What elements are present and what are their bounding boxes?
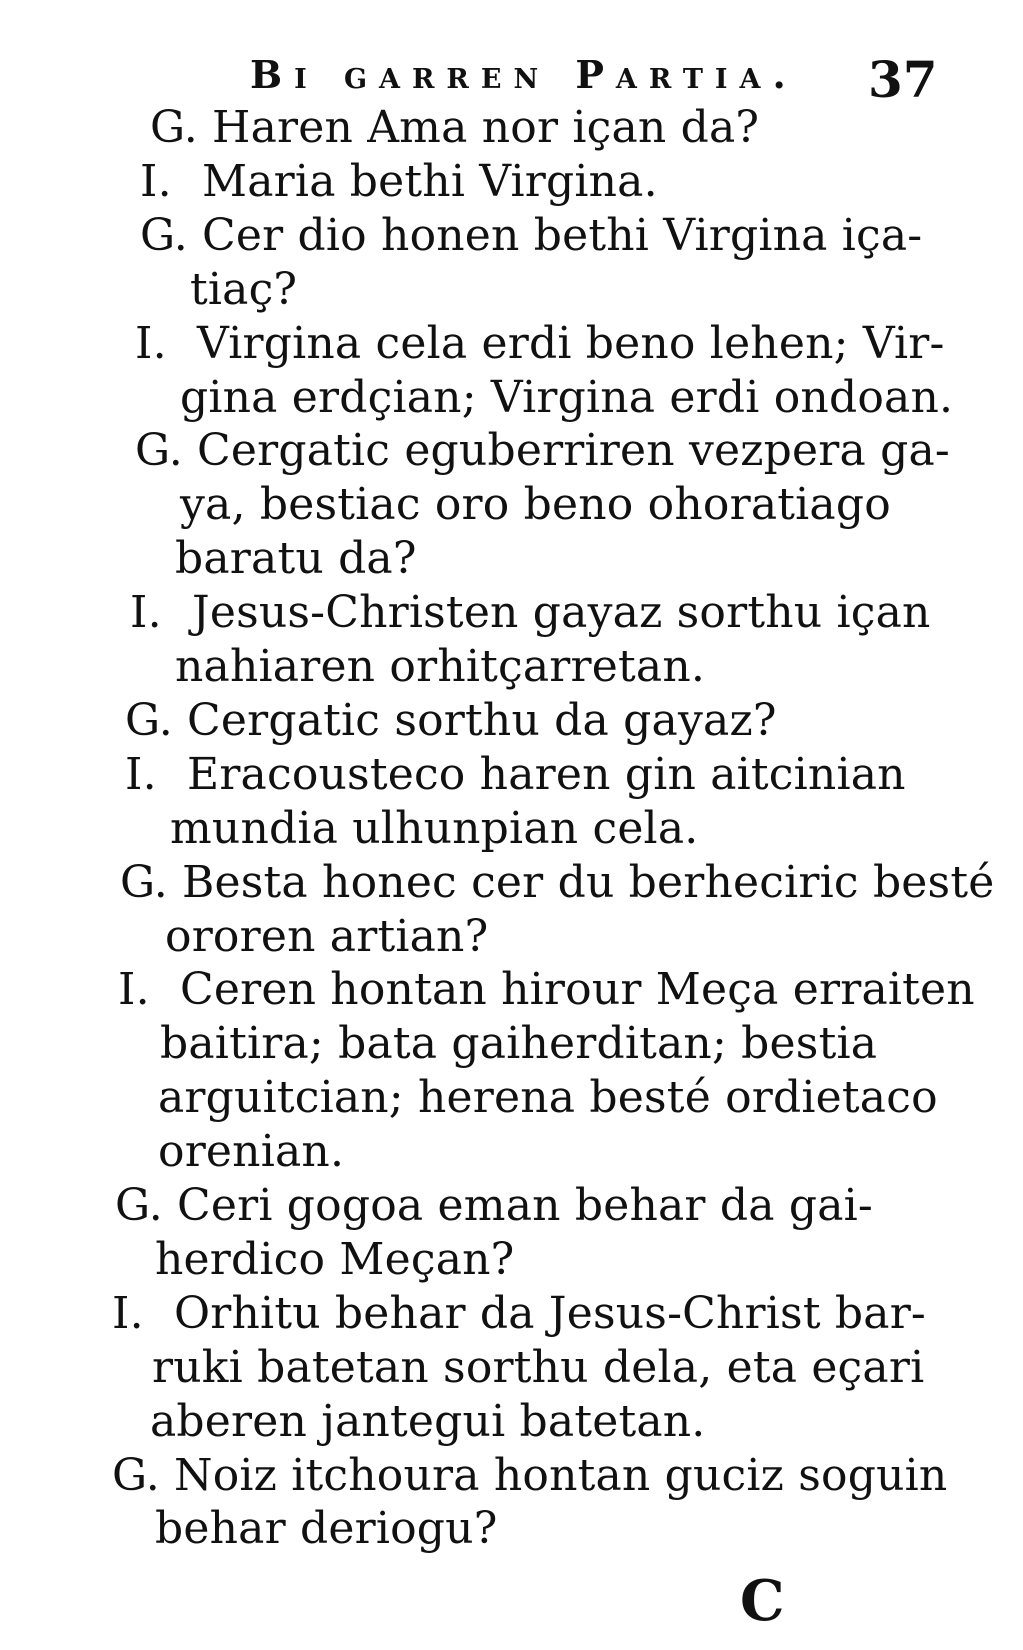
- text-line: [112, 1448, 947, 1504]
- speaker-label: I.: [140, 155, 172, 207]
- line-text: Cer dio honen bethi Virgina iça-: [202, 209, 923, 261]
- speaker-label: I.: [135, 317, 167, 369]
- text-line: [115, 1178, 873, 1234]
- text-line: [158, 1124, 344, 1180]
- text-line: [175, 639, 705, 695]
- text-line: [150, 1394, 706, 1450]
- line-text: Haren Ama nor içan da?: [212, 102, 760, 153]
- speaker-label: G.: [120, 856, 168, 908]
- line-text: Virgina cela erdi beno lehen; Vir-: [197, 317, 945, 369]
- text-line: [150, 100, 759, 156]
- speaker-label: G.: [140, 209, 188, 261]
- text-line: [135, 423, 950, 479]
- speaker-label: G.: [112, 1449, 160, 1501]
- line-text: ya, bestiac oro beno ohoratiago: [180, 479, 891, 531]
- text-line: [140, 154, 658, 210]
- text-line: [180, 370, 953, 426]
- text-line: [165, 909, 488, 965]
- line-text: baitira; bata gaiherditan; bestia: [160, 1018, 878, 1070]
- line-text: Cergatic sorthu da gayaz?: [187, 694, 777, 746]
- line-text: Maria bethi Virgina.: [202, 155, 658, 207]
- text-line: [125, 693, 777, 749]
- line-text: gina erdçian; Virgina erdi ondoan.: [180, 371, 954, 423]
- running-title: Bi garren Partia.: [250, 52, 798, 97]
- speaker-label: I.: [125, 748, 157, 800]
- line-text: Ceren hontan hirour Meça erraiten: [180, 964, 975, 1016]
- line-text: Besta honec cer du berheciric besté: [182, 856, 995, 908]
- line-text: Cergatic eguberriren vezpera ga-: [197, 425, 951, 477]
- text-line: [158, 1070, 938, 1126]
- line-text: Eracousteco haren gin aitcinian: [187, 748, 906, 800]
- line-text: nahiaren orhitçarretan.: [175, 641, 706, 692]
- text-line: [112, 1286, 926, 1342]
- text-line: [190, 262, 297, 318]
- speaker-label: G.: [135, 425, 183, 477]
- text-line: [125, 747, 906, 803]
- text-line: [175, 531, 417, 587]
- speaker-label: G.: [150, 102, 198, 153]
- line-text: tiaç?: [190, 263, 298, 315]
- text-line: [130, 585, 931, 641]
- line-text: ororen artian?: [165, 910, 489, 962]
- text-line: [155, 1501, 498, 1557]
- text-line: [170, 801, 698, 857]
- text-line: [160, 1016, 877, 1072]
- line-text: aberen jantegui batetan.: [150, 1395, 706, 1447]
- text-line: [135, 316, 945, 372]
- line-text: Ceri gogoa eman behar da gai-: [177, 1180, 873, 1231]
- line-text: baratu da?: [175, 533, 417, 585]
- signature-mark: C: [740, 1568, 785, 1634]
- line-text: Noiz itchoura hontan guciz soguin: [174, 1449, 948, 1501]
- speaker-label: I.: [112, 1287, 144, 1339]
- page-number: 37: [868, 50, 938, 109]
- speaker-label: G.: [125, 694, 173, 746]
- line-text: arguitcian; herena besté ordietaco: [158, 1072, 938, 1124]
- line-text: behar deriogu?: [155, 1503, 498, 1555]
- text-line: [120, 855, 994, 911]
- text-line: [140, 208, 922, 264]
- speaker-label: I.: [130, 587, 162, 639]
- text-line: [180, 477, 891, 533]
- line-text: herdico Meçan?: [155, 1233, 515, 1285]
- text-line: [152, 1340, 924, 1396]
- line-text: Orhitu behar da Jesus-Christ bar-: [174, 1287, 927, 1339]
- speaker-label: I.: [118, 964, 150, 1016]
- text-line: [118, 962, 975, 1018]
- line-text: orenian.: [158, 1126, 345, 1178]
- line-text: ruki batetan sorthu dela, eta eçari: [152, 1341, 925, 1393]
- line-text: Jesus-Christen gayaz sorthu içan: [192, 587, 931, 639]
- text-line: [155, 1232, 514, 1288]
- speaker-label: G.: [115, 1180, 163, 1231]
- line-text: mundia ulhunpian cela.: [170, 802, 699, 854]
